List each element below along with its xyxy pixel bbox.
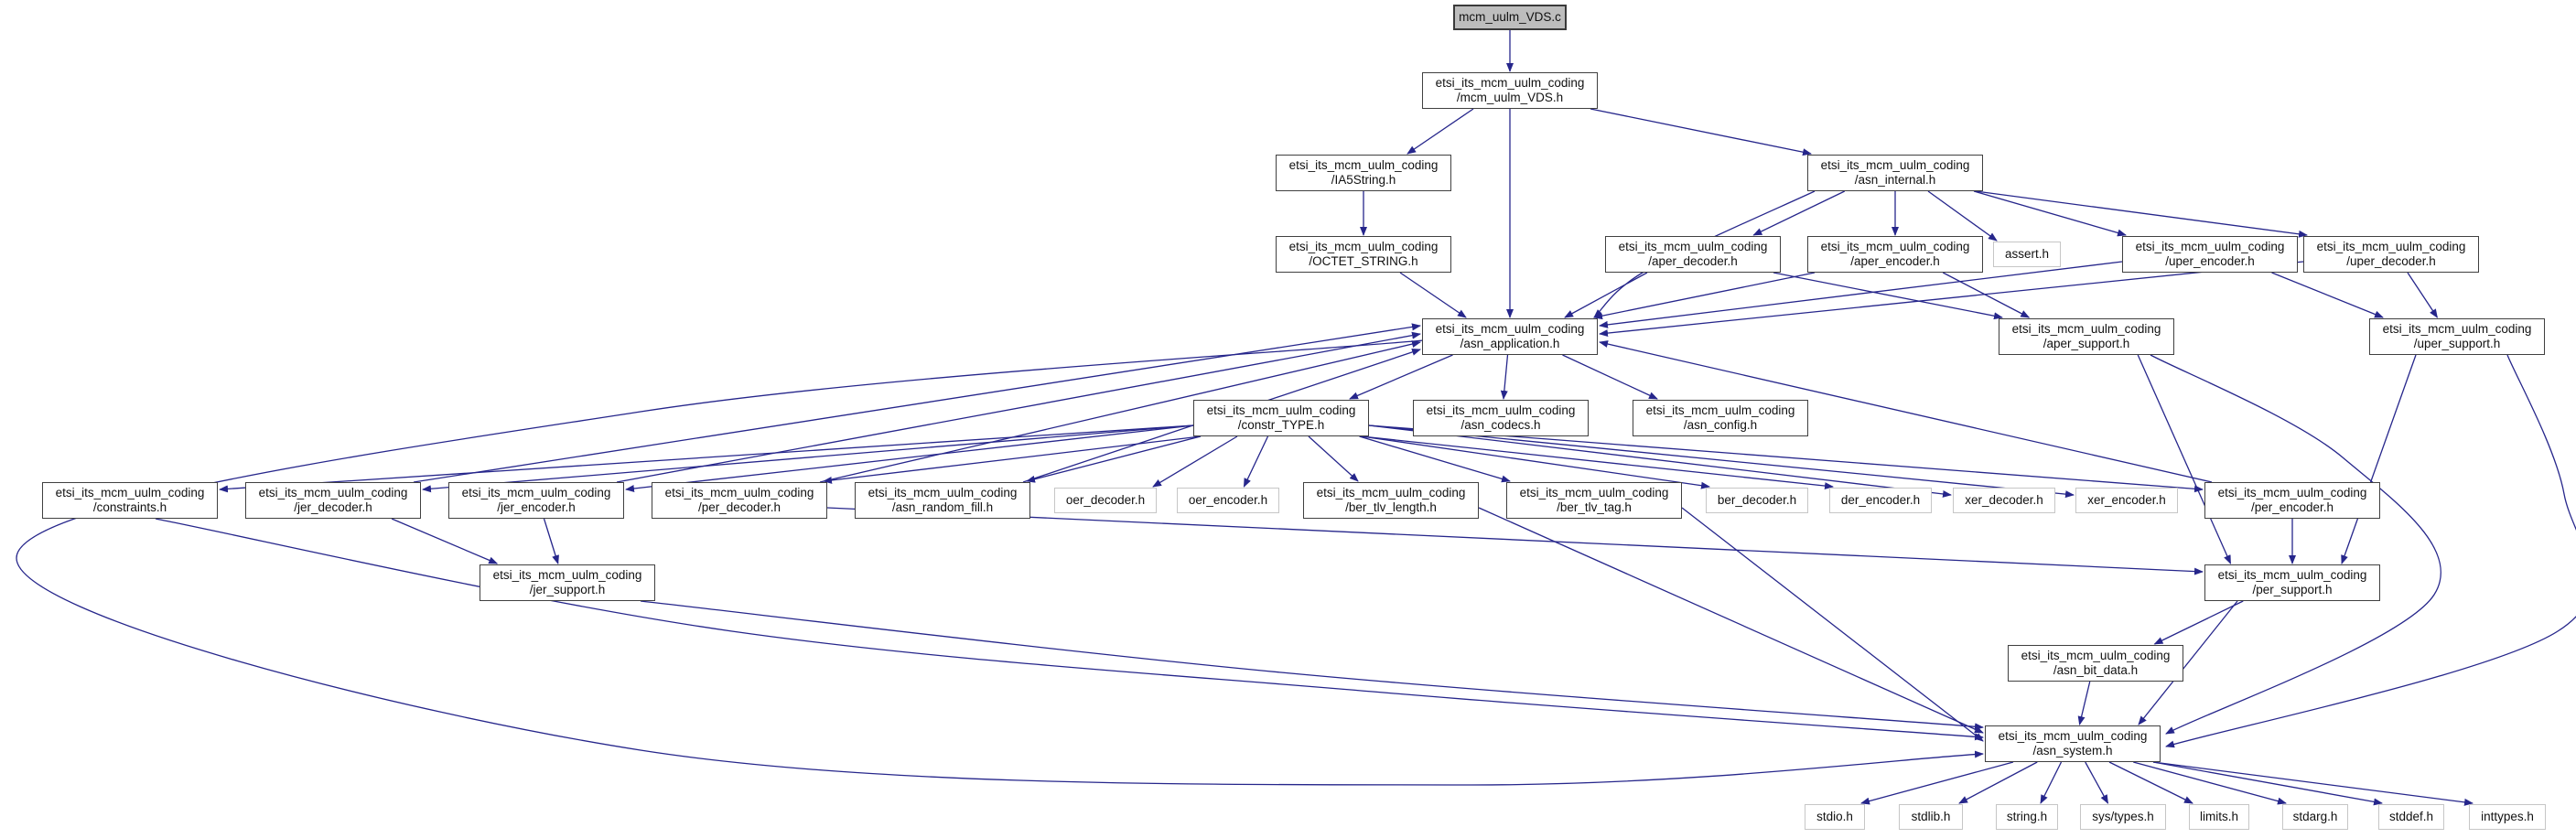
edge-constr_type-per_decoder (824, 436, 1201, 481)
edge-ber_tlv_length-asn_system (1479, 508, 1983, 733)
node-asn-config[interactable] (1633, 400, 1808, 436)
node-octet-string[interactable] (1276, 236, 1451, 273)
node-label: /asn_application.h (1460, 337, 1560, 350)
node-limits (2189, 804, 2249, 830)
node-label: /aper_encoder.h (1850, 254, 1940, 268)
edge-asn_system-inttypes (2153, 762, 2473, 803)
edge-uper_decoder-uper_support (2408, 273, 2437, 317)
edge-asn_bit_data-asn_system (2080, 682, 2090, 725)
node-label: /jer_encoder.h (497, 500, 576, 514)
node-ber-tlv-length[interactable] (1303, 482, 1479, 519)
node-jer-encoder[interactable] (448, 482, 624, 519)
node-label: etsi_its_mcm_uulm_coding (664, 486, 814, 500)
node-label: /aper_support.h (2042, 337, 2130, 350)
edge-constr_type-ber_tlv_tag (1360, 436, 1511, 481)
node-ber-decoder (1706, 488, 1808, 513)
edge-asn_system-stdarg (2133, 762, 2286, 803)
node-asn-bit-data[interactable] (2008, 645, 2183, 682)
node-label: /per_encoder.h (2250, 500, 2334, 514)
edge-asn_application-constr_type (1350, 355, 1453, 399)
node-label: etsi_its_mcm_uulm_coding (1435, 322, 1585, 336)
node-label: sys/types.h (2092, 810, 2154, 823)
node-label: etsi_its_mcm_uulm_coding (1206, 403, 1356, 417)
node-label: /aper_decoder.h (1648, 254, 1738, 268)
node-stdlib (1899, 804, 1963, 830)
node-label: etsi_its_mcm_uulm_coding (1998, 729, 2148, 743)
node-label: mcm_uulm_VDS.c (1459, 10, 1561, 24)
node-label: etsi_its_mcm_uulm_coding (1426, 403, 1576, 417)
node-label: etsi_its_mcm_uulm_coding (1288, 158, 1439, 172)
node-asn-codecs[interactable] (1413, 400, 1589, 436)
node-label: /uper_encoder.h (2165, 254, 2255, 268)
node-label: /uper_support.h (2413, 337, 2501, 350)
node-label: /OCTET_STRING.h (1309, 254, 1418, 268)
node-label: ber_decoder.h (1717, 493, 1797, 507)
node-uper-support[interactable] (2369, 318, 2545, 355)
node-label: /asn_codecs.h (1460, 418, 1541, 432)
node-per-encoder[interactable] (2204, 482, 2380, 519)
node-label: etsi_its_mcm_uulm_coding (461, 486, 611, 500)
node-label: etsi_its_mcm_uulm_coding (1645, 403, 1795, 417)
edge-asn_internal-uper_decoder (1976, 191, 2307, 235)
node-uper-decoder[interactable] (2303, 236, 2479, 273)
node-label: xer_encoder.h (2087, 493, 2166, 507)
node-oer-decoder (1054, 488, 1157, 513)
node-oer-encoder (1177, 488, 1279, 513)
node-jer-decoder[interactable] (245, 482, 421, 519)
edge-constr_type-ber_decoder (1362, 436, 1709, 487)
node-label: stdarg.h (2292, 810, 2338, 823)
node-label: etsi_its_mcm_uulm_coding (868, 486, 1018, 500)
node-label: stdio.h (1816, 810, 1853, 823)
node-label: der_encoder.h (1840, 493, 1921, 507)
node-aper-encoder[interactable] (1807, 236, 1983, 273)
node-inttypes (2469, 804, 2546, 830)
edge-aper_decoder-aper_support (1773, 273, 2002, 317)
edge-asn_system-string (2041, 762, 2062, 803)
node-label: etsi_its_mcm_uulm_coding (2011, 322, 2161, 336)
node-label: stddef.h (2388, 810, 2434, 823)
edge-vds_h-ia5string (1407, 109, 1473, 154)
edge-aper_encoder-aper_support (1943, 273, 2029, 317)
node-stddef (2378, 804, 2444, 830)
node-label: etsi_its_mcm_uulm_coding (492, 568, 642, 582)
node-xer-decoder (1953, 488, 2055, 513)
node-uper-encoder[interactable] (2122, 236, 2298, 273)
node-label: etsi_its_mcm_uulm_coding (1820, 158, 1970, 172)
node-label: /asn_bit_data.h (2053, 663, 2139, 677)
edge-constraints-asn_system (156, 519, 1983, 737)
node-vds-h[interactable] (1422, 72, 1598, 109)
edge-asn_application-asn_codecs (1504, 355, 1508, 399)
node-label: /asn_system.h (2032, 744, 2113, 757)
node-label: /constr_TYPE.h (1237, 418, 1325, 432)
node-aper-support[interactable] (1999, 318, 2174, 355)
edge-asn_system-stddef (2153, 762, 2382, 803)
edge-constr_type-ber_tlv_length (1309, 436, 1358, 481)
node-label: stdlib.h (1911, 810, 1951, 823)
node-label: /asn_random_fill.h (891, 500, 994, 514)
node-label: inttypes.h (2481, 810, 2534, 823)
edge-uper_support-asn_system (2166, 355, 2576, 747)
edge-jer_decoder-jer_support (392, 519, 497, 564)
node-per-decoder[interactable] (652, 482, 827, 519)
node-sys-types (2080, 804, 2166, 830)
edge-constr_type-oer_encoder (1244, 436, 1267, 487)
node-constraints[interactable] (42, 482, 218, 519)
node-ia5string[interactable] (1276, 155, 1451, 191)
edge-octet_string-asn_application (1400, 273, 1466, 317)
node-label: /IA5String.h (1331, 173, 1396, 187)
node-per-support[interactable] (2204, 564, 2380, 601)
edge-asn_system-limits (2109, 762, 2193, 803)
node-label: string.h (2006, 810, 2048, 823)
edge-aper_decoder-asn_application (1565, 273, 1647, 317)
edge-per_support-asn_bit_data (2155, 601, 2244, 644)
edge-uper_encoder-uper_support (2272, 273, 2384, 317)
node-label: etsi_its_mcm_uulm_coding (1618, 240, 1768, 253)
node-der-encoder (1829, 488, 1932, 513)
edge-asn_internal-assert_h (1928, 191, 1997, 241)
node-label: /mcm_uulm_VDS.h (1456, 91, 1564, 104)
node-label: etsi_its_mcm_uulm_coding (55, 486, 205, 500)
node-label: etsi_its_mcm_uulm_coding (1519, 486, 1669, 500)
node-label: etsi_its_mcm_uulm_coding (2021, 649, 2171, 662)
node-aper-decoder[interactable] (1605, 236, 1781, 273)
node-asn-random-fill[interactable] (855, 482, 1030, 519)
node-label: /ber_tlv_tag.h (1557, 500, 1632, 514)
node-stdio (1805, 804, 1865, 830)
node-label: etsi_its_mcm_uulm_coding (1288, 240, 1439, 253)
node-label: etsi_its_mcm_uulm_coding (258, 486, 408, 500)
edge-constr_type-der_encoder (1362, 436, 1833, 487)
node-asn-application[interactable] (1422, 318, 1598, 355)
node-label: etsi_its_mcm_uulm_coding (1316, 486, 1466, 500)
node-label: /jer_support.h (529, 583, 606, 596)
node-label: /per_decoder.h (697, 500, 781, 514)
node-label: oer_encoder.h (1188, 493, 1268, 507)
node-jer-support[interactable] (480, 564, 655, 601)
node-label: /jer_decoder.h (294, 500, 372, 514)
edge-ber_tlv_tag-asn_system (1682, 508, 1983, 741)
node-label: xer_decoder.h (1965, 493, 2043, 507)
edge-asn_application-asn_config (1563, 355, 1658, 399)
node-string (1996, 804, 2058, 830)
edge-constr_type-jer_decoder (423, 425, 1193, 489)
node-xer-encoder (2075, 488, 2178, 513)
node-label: etsi_its_mcm_uulm_coding (2316, 240, 2466, 253)
node-label: assert.h (2004, 247, 2050, 261)
node-label: /uper_decoder.h (2346, 254, 2436, 268)
edge-aper_encoder-asn_application (1594, 273, 1815, 317)
edge-asn_system-sys_types (2086, 762, 2108, 803)
node-label: /per_support.h (2252, 583, 2333, 596)
node-asn-internal[interactable] (1807, 155, 1983, 191)
edge-asn_system-stdlib (1959, 762, 2037, 803)
node-label: /asn_internal.h (1854, 173, 1936, 187)
edge-jer_encoder-jer_support (544, 519, 558, 564)
node-label: etsi_its_mcm_uulm_coding (1820, 240, 1970, 253)
edge-uper_support-per_support (2342, 355, 2416, 564)
node-assert-h (1993, 242, 2061, 267)
node-ber-tlv-tag[interactable] (1506, 482, 1682, 519)
edge-vds_h-asn_internal (1590, 109, 1811, 154)
node-stdarg (2282, 804, 2348, 830)
node-label: limits.h (2199, 810, 2238, 823)
edge-aper_support-asn_system (2150, 355, 2441, 734)
node-label: etsi_its_mcm_uulm_coding (2217, 568, 2367, 582)
node-root-c (1453, 5, 1567, 30)
node-label: /constraints.h (92, 500, 167, 514)
node-constr-type[interactable] (1193, 400, 1369, 436)
edge-asn_system-stdio (1861, 762, 2013, 803)
edge-constr_type-oer_decoder (1153, 436, 1237, 487)
node-label: oer_decoder.h (1065, 493, 1146, 507)
node-label: etsi_its_mcm_uulm_coding (1435, 76, 1585, 90)
node-label: etsi_its_mcm_uulm_coding (2135, 240, 2285, 253)
edge-jer_support-asn_system (641, 601, 1983, 727)
node-label: /ber_tlv_length.h (1345, 500, 1437, 514)
node-label: etsi_its_mcm_uulm_coding (2217, 486, 2367, 500)
node-label: /asn_config.h (1683, 418, 1758, 432)
node-label: etsi_its_mcm_uulm_coding (2382, 322, 2532, 336)
node-asn-system[interactable] (1985, 725, 2161, 762)
edge-asn_internal-uper_encoder (1974, 191, 2126, 235)
